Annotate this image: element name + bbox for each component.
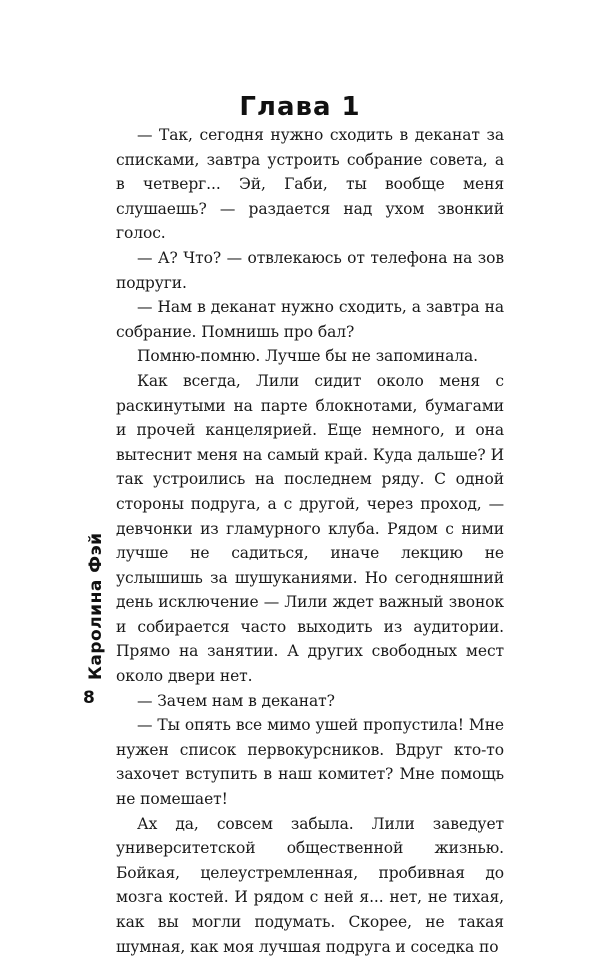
- chapter-title: Глава 1: [239, 92, 361, 122]
- paragraph: — Так, сегодня нужно сходить в деканат за списками, завтра устроить собрание совета, а в четверг... Эй, Габи, ты вообще меня слушаешь? — раздается над ухом звонкий голос.: [116, 126, 504, 243]
- paragraph: — Нам в деканат нужно сходить, а завтра на собрание. Помнишь про бал?: [116, 298, 504, 341]
- body-text: [116, 123, 504, 959]
- paragraph: Как всегда, Лили сидит около меня с раскинутыми на парте блокнотами, бумагами и прочей канцелярией. Еще немного, и она вытеснит меня на самый край. Куда дальше? И так устроились на последнем ряду. С одной стороны подруга, а с другой, через проход, — девчонки из гламурного клуба. Рядом с ними лучше не садиться, иначе лекцию не услышишь за шушуканиями. Но сегодняшний день исключение — Лили ждет важный звонок и собирается часто выходить из аудитории. Прямо на занятии. А других свободных мест около двери нет.: [116, 371, 504, 686]
- running-author-name: Каролина Фэй: [86, 532, 106, 680]
- page-number: 8: [83, 688, 95, 708]
- paragraph: — Зачем нам в деканат?: [137, 691, 335, 710]
- paragraph: — Ты опять все мимо ушей пропустила! Мне нужен список первокурсников. Вдруг кто-то захочет вступить в наш комитет? Мне помощь не помешает!: [116, 716, 504, 809]
- paragraph: Ах да, совсем забыла. Лили заведует университетской общественной жизнью. Бойкая, целеустремленная, пробивная до мозга костей. И рядом с ней я... нет, не тихая, как вы могли подумать. Скорее, не такая шумная, как моя лучшая подруга и соседка по: [116, 814, 504, 956]
- paragraph: Помню-помню. Лучше бы не запоминала.: [137, 347, 478, 366]
- paragraph: — А? Что? — отвлекаюсь от телефона на зов подруги.: [116, 248, 504, 292]
